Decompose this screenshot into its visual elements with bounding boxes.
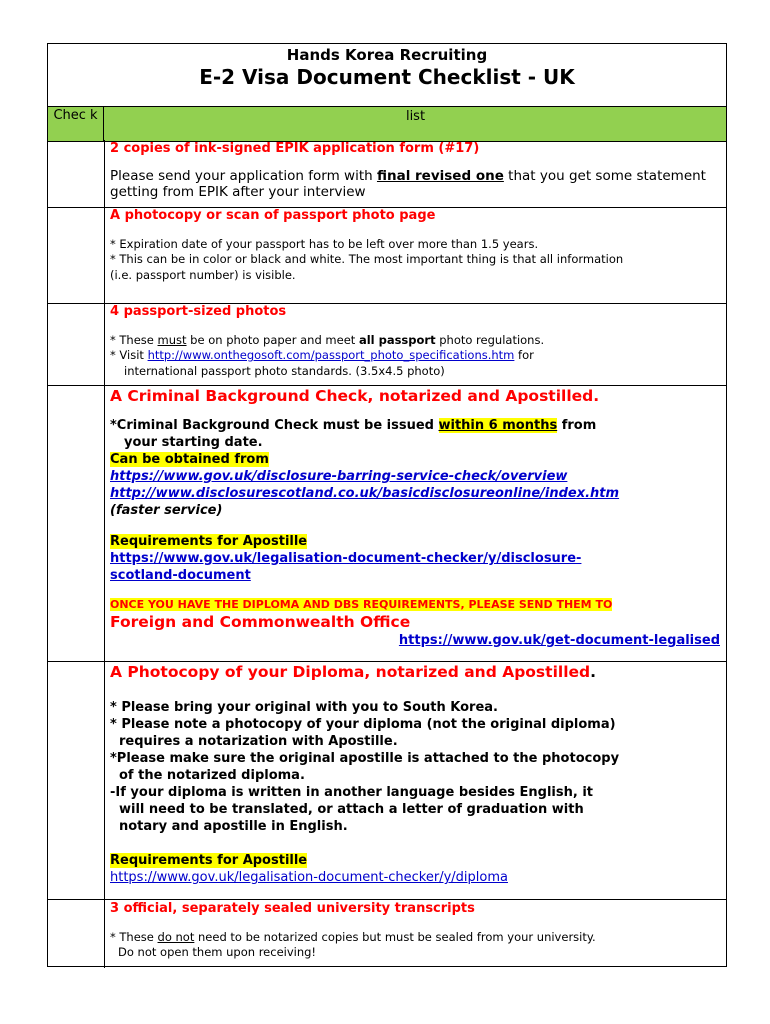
item-line: will need to be translated, or attach a letter of graduation with — [119, 802, 584, 817]
item-line — [110, 417, 720, 434]
item-line — [110, 451, 720, 468]
item-line — [110, 333, 720, 349]
body-text: * Visit — [110, 348, 148, 362]
highlight-text: Can be obtained from — [110, 452, 269, 467]
item-title — [110, 662, 720, 684]
apostille-link[interactable]: https://www.gov.uk/legalisation-document-checker/y/disclosure- — [110, 551, 582, 566]
item-title: 4 passport-sized photos — [110, 304, 287, 319]
title-text: . — [590, 663, 597, 681]
body-text: * These — [110, 929, 158, 944]
item-line — [110, 852, 720, 869]
item-title: 3 official, separately sealed university transcripts — [110, 901, 475, 916]
item-line: * Please bring your original with you to South Korea. — [110, 700, 498, 715]
item-line: notary and apostille in English. — [119, 819, 348, 834]
checkbox-cell[interactable] — [48, 662, 105, 899]
item-title: A Criminal Background Check, notarized and Apostilled. — [110, 387, 600, 405]
item-line: Do not open them upon receiving! — [118, 945, 317, 959]
highlight-text: Requirements for Apostille — [110, 853, 308, 868]
item-line — [110, 632, 720, 649]
table-row — [48, 208, 726, 304]
body-text: be on photo paper and meet — [186, 332, 359, 347]
checkbox-cell[interactable] — [48, 208, 105, 303]
highlight-text: within 6 months — [438, 418, 558, 433]
item-line: of the notarized diploma. — [119, 768, 305, 783]
item-line: -If your diploma is written in another language besides English, it — [110, 785, 593, 800]
item-line — [110, 567, 720, 584]
diploma-apostille-link[interactable]: https://www.gov.uk/legalisation-document-checker/y/diploma — [110, 870, 508, 885]
table-row — [48, 900, 726, 968]
table-row — [48, 140, 726, 208]
checkbox-cell[interactable] — [48, 140, 105, 207]
item-title: A photocopy or scan of passport photo page — [110, 208, 436, 223]
row-content — [110, 901, 720, 961]
table-row — [48, 662, 726, 900]
dbs-link[interactable]: https://www.gov.uk/disclosure-barring-service-check/overview — [110, 469, 568, 484]
highlight-text: Requirements for Apostille — [110, 534, 308, 549]
disclosure-scotland-link[interactable]: http://www.disclosurescotland.co.uk/basicdisclosureonline/index.htm — [110, 486, 620, 501]
item-line: (faster service) — [110, 503, 223, 518]
item-line — [110, 468, 720, 485]
title-text: A Photocopy of your Diploma, notarized and Apostilled — [110, 663, 591, 681]
item-line: * Please note a photocopy of your diploma (not the original diploma) — [110, 717, 616, 732]
list-column-header: list — [405, 109, 426, 124]
row-content — [110, 208, 720, 283]
check-column-header: Chec k — [48, 107, 104, 141]
item-line — [110, 597, 720, 612]
photo-spec-link[interactable]: http://www.onthegosoft.com/passport_photo_specifications.htm — [147, 348, 515, 362]
highlight-text: ONCE YOU HAVE THE DIPLOMA AND DBS REQUIREMENTS, PLEASE SEND THEM TO — [110, 598, 613, 611]
item-line: (i.e. passport number) is visible. — [110, 267, 296, 282]
row-content — [110, 141, 720, 200]
item-line: international passport photo standards. (3.5x4.5 photo) — [124, 363, 445, 378]
item-body — [110, 168, 720, 200]
item-line — [110, 930, 720, 946]
item-line: Foreign and Commonwealth Office — [110, 613, 411, 631]
body-text: from — [557, 418, 597, 433]
checkbox-cell[interactable] — [48, 386, 105, 661]
body-text: Please send your application form with — [110, 167, 377, 184]
checklist-table — [47, 43, 727, 967]
item-line — [110, 348, 720, 364]
legalisation-link[interactable]: https://www.gov.uk/get-document-legalised — [398, 633, 720, 648]
row-content — [110, 662, 720, 886]
table-row — [48, 304, 726, 386]
item-line: * This can be in color or black and white. The most important thing is that all information — [110, 252, 624, 266]
page-title: E-2 Visa Document Checklist - UK — [199, 65, 575, 89]
emphasis-text: must — [157, 332, 187, 347]
body-text: need to be notarized copies but must be sealed from your university. — [194, 929, 596, 944]
body-text: photo regulations. — [435, 332, 545, 347]
emphasis-text: final revised one — [376, 167, 504, 184]
org-name: Hands Korea Recruiting — [286, 46, 488, 64]
item-title: 2 copies of ink-signed EPIK application form (#17) — [110, 141, 480, 156]
item-line: requires a notarization with Apostille. — [119, 734, 398, 749]
item-line: *Please make sure the original apostille is attached to the photocopy — [110, 751, 620, 766]
body-text: * These — [110, 332, 158, 347]
emphasis-text: do not — [157, 929, 195, 944]
body-text: that you get some statement getting from EPIK after your interview — [110, 167, 706, 200]
item-line: your starting date. — [124, 435, 263, 450]
body-text: *Criminal Background Check must be issued — [110, 418, 439, 433]
title-block — [48, 44, 726, 106]
table-row — [48, 386, 726, 662]
emphasis-text: all passport — [358, 332, 436, 347]
item-line — [110, 550, 720, 567]
checkbox-cell[interactable] — [48, 900, 105, 968]
checkbox-cell[interactable] — [48, 304, 105, 385]
table-header — [48, 106, 726, 142]
row-content — [110, 304, 720, 379]
item-line — [110, 485, 720, 502]
body-text: for — [514, 348, 534, 362]
item-line — [110, 533, 720, 550]
row-content — [110, 386, 720, 649]
item-line: * Expiration date of your passport has to be left over more than 1.5 years. — [110, 236, 539, 251]
apostille-link-cont[interactable]: scotland-document — [110, 568, 251, 583]
item-line — [110, 869, 720, 886]
